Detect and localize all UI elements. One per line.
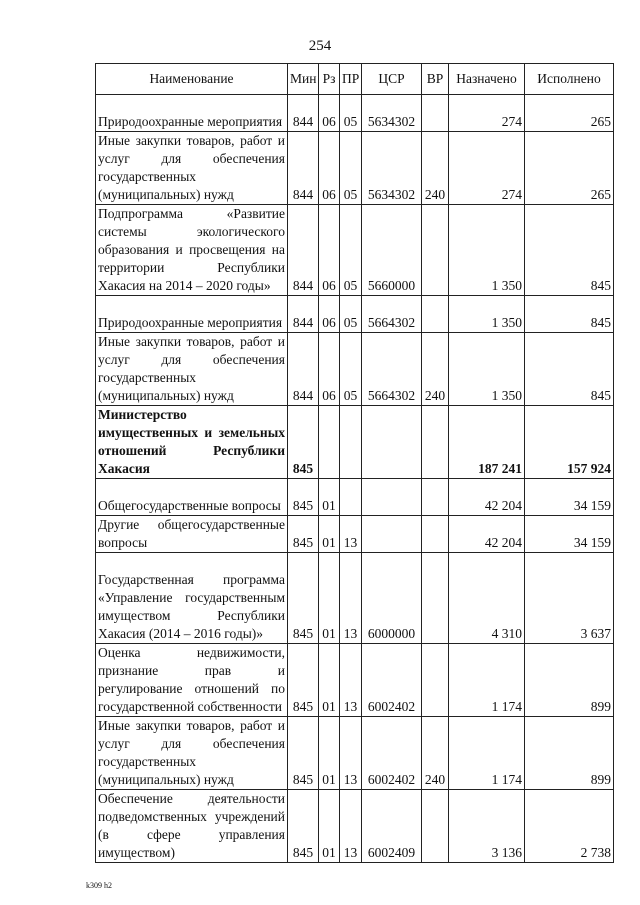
table-row bbox=[96, 296, 614, 333]
header-assigned: Назначено bbox=[449, 64, 525, 95]
header-csr: ЦСР bbox=[362, 64, 422, 95]
row-vr bbox=[422, 479, 449, 516]
row-assigned: 274 bbox=[449, 132, 525, 205]
row-name: Природоохранные мероприятия bbox=[96, 296, 288, 333]
row-rz: 01 bbox=[319, 479, 340, 516]
row-assigned: 1 350 bbox=[449, 205, 525, 296]
row-csr: 5660000 bbox=[362, 205, 422, 296]
row-min: 845 bbox=[288, 553, 319, 644]
row-executed: 34 159 bbox=[525, 516, 614, 553]
footer-code: k309 h2 bbox=[86, 881, 112, 890]
row-pr: 13 bbox=[340, 553, 362, 644]
row-rz: 01 bbox=[319, 717, 340, 790]
row-min: 844 bbox=[288, 333, 319, 406]
row-name: Природоохранные мероприятия bbox=[96, 95, 288, 132]
row-name: Иные закупки товаров, работ и услуг для обеспечения государственных (муниципальных) нужд bbox=[96, 333, 288, 406]
row-csr: 5664302 bbox=[362, 296, 422, 333]
row-min: 844 bbox=[288, 95, 319, 132]
row-executed: 845 bbox=[525, 296, 614, 333]
row-vr: 240 bbox=[422, 132, 449, 205]
row-csr: 6002402 bbox=[362, 717, 422, 790]
row-vr bbox=[422, 790, 449, 863]
header-name: Наименование bbox=[96, 64, 288, 95]
row-rz bbox=[319, 406, 340, 479]
row-name: Общегосударственные вопросы bbox=[96, 479, 288, 516]
row-pr: 13 bbox=[340, 717, 362, 790]
table-row bbox=[96, 717, 614, 790]
row-min: 845 bbox=[288, 516, 319, 553]
row-executed: 899 bbox=[525, 717, 614, 790]
row-assigned: 3 136 bbox=[449, 790, 525, 863]
row-name: Иные закупки товаров, работ и услуг для обеспечения государственных (муниципальных) нужд bbox=[96, 132, 288, 205]
row-rz: 01 bbox=[319, 516, 340, 553]
row-min: 844 bbox=[288, 296, 319, 333]
header-min: Мин bbox=[288, 64, 319, 95]
row-csr bbox=[362, 516, 422, 553]
row-min: 845 bbox=[288, 406, 319, 479]
budget-table bbox=[95, 63, 614, 863]
row-csr: 6002402 bbox=[362, 644, 422, 717]
row-csr bbox=[362, 406, 422, 479]
row-pr: 05 bbox=[340, 132, 362, 205]
table-row bbox=[96, 205, 614, 296]
row-assigned: 1 174 bbox=[449, 644, 525, 717]
row-executed: 899 bbox=[525, 644, 614, 717]
row-pr: 13 bbox=[340, 644, 362, 717]
row-name: Обеспечение деятельности подведомственных учреждений (в сфере управления имуществом) bbox=[96, 790, 288, 863]
row-csr bbox=[362, 479, 422, 516]
row-rz: 06 bbox=[319, 296, 340, 333]
row-assigned: 4 310 bbox=[449, 553, 525, 644]
row-pr: 05 bbox=[340, 95, 362, 132]
row-name: Государственная программа «Управление государственным имуществом Республики Хакасия (2014 – 2016 годы)» bbox=[96, 553, 288, 644]
row-pr bbox=[340, 479, 362, 516]
header-rz: Рз bbox=[319, 64, 340, 95]
row-vr bbox=[422, 95, 449, 132]
row-rz: 01 bbox=[319, 790, 340, 863]
row-pr: 13 bbox=[340, 516, 362, 553]
row-executed: 157 924 bbox=[525, 406, 614, 479]
row-rz: 01 bbox=[319, 644, 340, 717]
row-assigned: 1 350 bbox=[449, 333, 525, 406]
header-pr: ПР bbox=[340, 64, 362, 95]
header-executed: Исполнено bbox=[525, 64, 614, 95]
table-row bbox=[96, 553, 614, 644]
row-min: 845 bbox=[288, 790, 319, 863]
table-body bbox=[96, 95, 614, 863]
row-name: Оценка недвижимости, признание прав и регулирование отношений по государственной собственности bbox=[96, 644, 288, 717]
row-csr: 6000000 bbox=[362, 553, 422, 644]
row-assigned: 187 241 bbox=[449, 406, 525, 479]
row-rz: 06 bbox=[319, 132, 340, 205]
row-assigned: 274 bbox=[449, 95, 525, 132]
row-executed: 3 637 bbox=[525, 553, 614, 644]
table-row bbox=[96, 516, 614, 553]
row-rz: 06 bbox=[319, 95, 340, 132]
row-assigned: 1 174 bbox=[449, 717, 525, 790]
row-executed: 265 bbox=[525, 132, 614, 205]
row-vr bbox=[422, 644, 449, 717]
row-pr: 13 bbox=[340, 790, 362, 863]
row-min: 845 bbox=[288, 479, 319, 516]
row-vr: 240 bbox=[422, 717, 449, 790]
row-executed: 845 bbox=[525, 205, 614, 296]
table-row bbox=[96, 406, 614, 479]
row-csr: 5634302 bbox=[362, 95, 422, 132]
row-rz: 01 bbox=[319, 553, 340, 644]
row-csr: 5664302 bbox=[362, 333, 422, 406]
page-number: 254 bbox=[308, 38, 332, 54]
row-rz: 06 bbox=[319, 333, 340, 406]
table-row bbox=[96, 790, 614, 863]
row-executed: 265 bbox=[525, 95, 614, 132]
row-assigned: 1 350 bbox=[449, 296, 525, 333]
row-min: 844 bbox=[288, 205, 319, 296]
row-csr: 5634302 bbox=[362, 132, 422, 205]
row-min: 845 bbox=[288, 644, 319, 717]
row-vr bbox=[422, 406, 449, 479]
row-assigned: 42 204 bbox=[449, 516, 525, 553]
row-pr: 05 bbox=[340, 333, 362, 406]
table-row bbox=[96, 644, 614, 717]
row-pr: 05 bbox=[340, 205, 362, 296]
table-row bbox=[96, 333, 614, 406]
header-vr: ВР bbox=[422, 64, 449, 95]
row-name: Другие общегосударственные вопросы bbox=[96, 516, 288, 553]
row-vr bbox=[422, 553, 449, 644]
row-name: Подпрограмма «Развитие системы экологического образования и просвещения на территории Республики Хакасия на 2014 – 2020 годы» bbox=[96, 205, 288, 296]
row-min: 844 bbox=[288, 132, 319, 205]
row-vr bbox=[422, 205, 449, 296]
row-executed: 2 738 bbox=[525, 790, 614, 863]
table-row bbox=[96, 479, 614, 516]
header-row bbox=[96, 64, 614, 95]
row-vr bbox=[422, 296, 449, 333]
row-vr: 240 bbox=[422, 333, 449, 406]
table-row bbox=[96, 95, 614, 132]
table-row bbox=[96, 132, 614, 205]
row-executed: 845 bbox=[525, 333, 614, 406]
row-pr: 05 bbox=[340, 296, 362, 333]
row-executed: 34 159 bbox=[525, 479, 614, 516]
row-rz: 06 bbox=[319, 205, 340, 296]
row-min: 845 bbox=[288, 717, 319, 790]
row-assigned: 42 204 bbox=[449, 479, 525, 516]
row-pr bbox=[340, 406, 362, 479]
row-vr bbox=[422, 516, 449, 553]
row-name: Министерство имущественных и земельных отношений Республики Хакасия bbox=[96, 406, 288, 479]
row-name: Иные закупки товаров, работ и услуг для обеспечения государственных (муниципальных) нужд bbox=[96, 717, 288, 790]
row-csr: 6002409 bbox=[362, 790, 422, 863]
